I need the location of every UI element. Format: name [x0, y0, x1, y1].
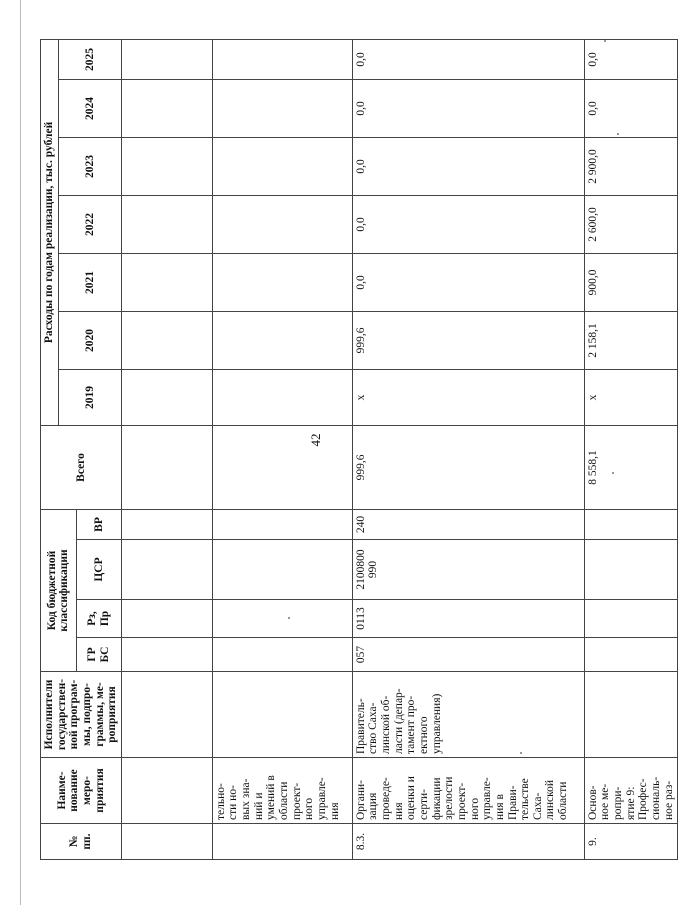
cell-year-2019: x: [584, 369, 677, 425]
scan-speck: [288, 617, 290, 619]
cell-year-2023: 0,0: [352, 137, 584, 195]
cell-vr: [212, 509, 352, 539]
header-csr: ЦСР: [76, 540, 121, 600]
cell-no: [121, 824, 212, 860]
cell-year-2019: [121, 369, 212, 425]
cell-executor: [121, 672, 212, 758]
scan-speck: [617, 133, 619, 135]
header-name: Наиме- нование меро- приятия: [41, 758, 122, 824]
page-number: 42: [308, 433, 323, 447]
cell-year-2020: [121, 311, 212, 369]
cell-total: [212, 425, 352, 509]
cell-grbs: 057: [352, 638, 584, 672]
scan-speck: [604, 40, 606, 42]
cell-total: 8 558,1: [584, 425, 677, 509]
header-year-2025: 2025: [59, 39, 122, 79]
table-rotated-wrapper: [40, 40, 675, 860]
scan-speck: [520, 752, 522, 754]
cell-year-2022: 2 600,0: [584, 195, 677, 253]
cell-year-2022: [121, 195, 212, 253]
header-year-2019: 2019: [59, 369, 122, 425]
header-total: Всего: [41, 425, 122, 509]
header-year-2022: 2022: [59, 195, 122, 253]
header-year-2024: 2024: [59, 79, 122, 137]
header-budget-code: Код бюджетной классификации: [41, 509, 77, 671]
cell-year-2024: 0,0: [584, 79, 677, 137]
cell-year-2019: [212, 369, 352, 425]
cell-year-2022: 0,0: [352, 195, 584, 253]
cell-year-2024: [212, 79, 352, 137]
cell-executor: [584, 672, 677, 758]
scan-speck: [612, 472, 614, 474]
cell-rzpr: 0113: [352, 600, 584, 638]
header-no: № пп.: [41, 824, 122, 860]
cell-year-2025: [121, 39, 212, 79]
header-expenses: Расходы по годам реализации, тыс. рублей: [41, 39, 59, 425]
cell-name: Органи- зация проведе- ния оценки и серти- фикации зрелости проект- ного управле- ния в Прави- тельстве Саха- линской области: [352, 758, 584, 824]
cell-csr: [121, 540, 212, 600]
cell-executor: [212, 672, 352, 758]
cell-csr: [584, 540, 677, 600]
header-grbs: ГР БС: [76, 638, 121, 672]
header-rzpr: Рз, Пр: [76, 600, 121, 638]
cell-year-2024: [121, 79, 212, 137]
cell-vr: 240: [352, 509, 584, 539]
cell-name: [121, 758, 212, 824]
scan-edge-line: [20, 0, 21, 905]
cell-year-2020: 999,6: [352, 311, 584, 369]
cell-rzpr: [121, 600, 212, 638]
cell-grbs: [121, 638, 212, 672]
cell-year-2020: [212, 311, 352, 369]
cell-csr: [212, 540, 352, 600]
cell-csr: 2100800 990: [352, 540, 584, 600]
table-row: [584, 39, 677, 859]
cell-year-2025: [212, 39, 352, 79]
cell-name: тельно- сти но- вых зна- ний и умений в области проект- ного управле- ния: [212, 758, 352, 824]
cell-year-2021: 0,0: [352, 253, 584, 311]
cell-name: Основ- ное ме- ропри- ятие 9: Профес- сиональ- ное раз-: [584, 758, 677, 824]
header-year-2021: 2021: [59, 253, 122, 311]
cell-year-2022: [212, 195, 352, 253]
cell-year-2024: 0,0: [352, 79, 584, 137]
cell-year-2023: [121, 137, 212, 195]
cell-grbs: [584, 638, 677, 672]
cell-no: 8.3.: [352, 824, 584, 860]
cell-year-2023: 2 900,0: [584, 137, 677, 195]
table-row: [121, 39, 212, 859]
cell-no: [212, 824, 352, 860]
cell-year-2021: [121, 253, 212, 311]
cell-year-2025: 0,0: [352, 39, 584, 79]
header-executor: Исполнители государствен- ной програм- мы, подпро- граммы, ме- роприятия: [41, 672, 122, 758]
header-vr: ВР: [76, 509, 121, 539]
cell-vr: [584, 509, 677, 539]
cell-no: 9.: [584, 824, 677, 860]
table-row: [212, 39, 352, 859]
cell-executor: Правитель- ство Саха- линской об- ласти (депар- тамент про- ектного управления): [352, 672, 584, 758]
cell-grbs: [212, 638, 352, 672]
cell-year-2021: [212, 253, 352, 311]
cell-rzpr: [212, 600, 352, 638]
cell-year-2025: 0,0: [584, 39, 677, 79]
cell-year-2020: 2 158,1: [584, 311, 677, 369]
header-row-1: [41, 39, 59, 859]
budget-table: [40, 39, 678, 860]
cell-rzpr: [584, 600, 677, 638]
cell-total: [121, 425, 212, 509]
cell-vr: [121, 509, 212, 539]
cell-year-2019: x: [352, 369, 584, 425]
cell-year-2021: 900,0: [584, 253, 677, 311]
table-row: [352, 39, 584, 859]
cell-year-2023: [212, 137, 352, 195]
cell-total: 999,6: [352, 425, 584, 509]
header-year-2020: 2020: [59, 311, 122, 369]
header-year-2023: 2023: [59, 137, 122, 195]
